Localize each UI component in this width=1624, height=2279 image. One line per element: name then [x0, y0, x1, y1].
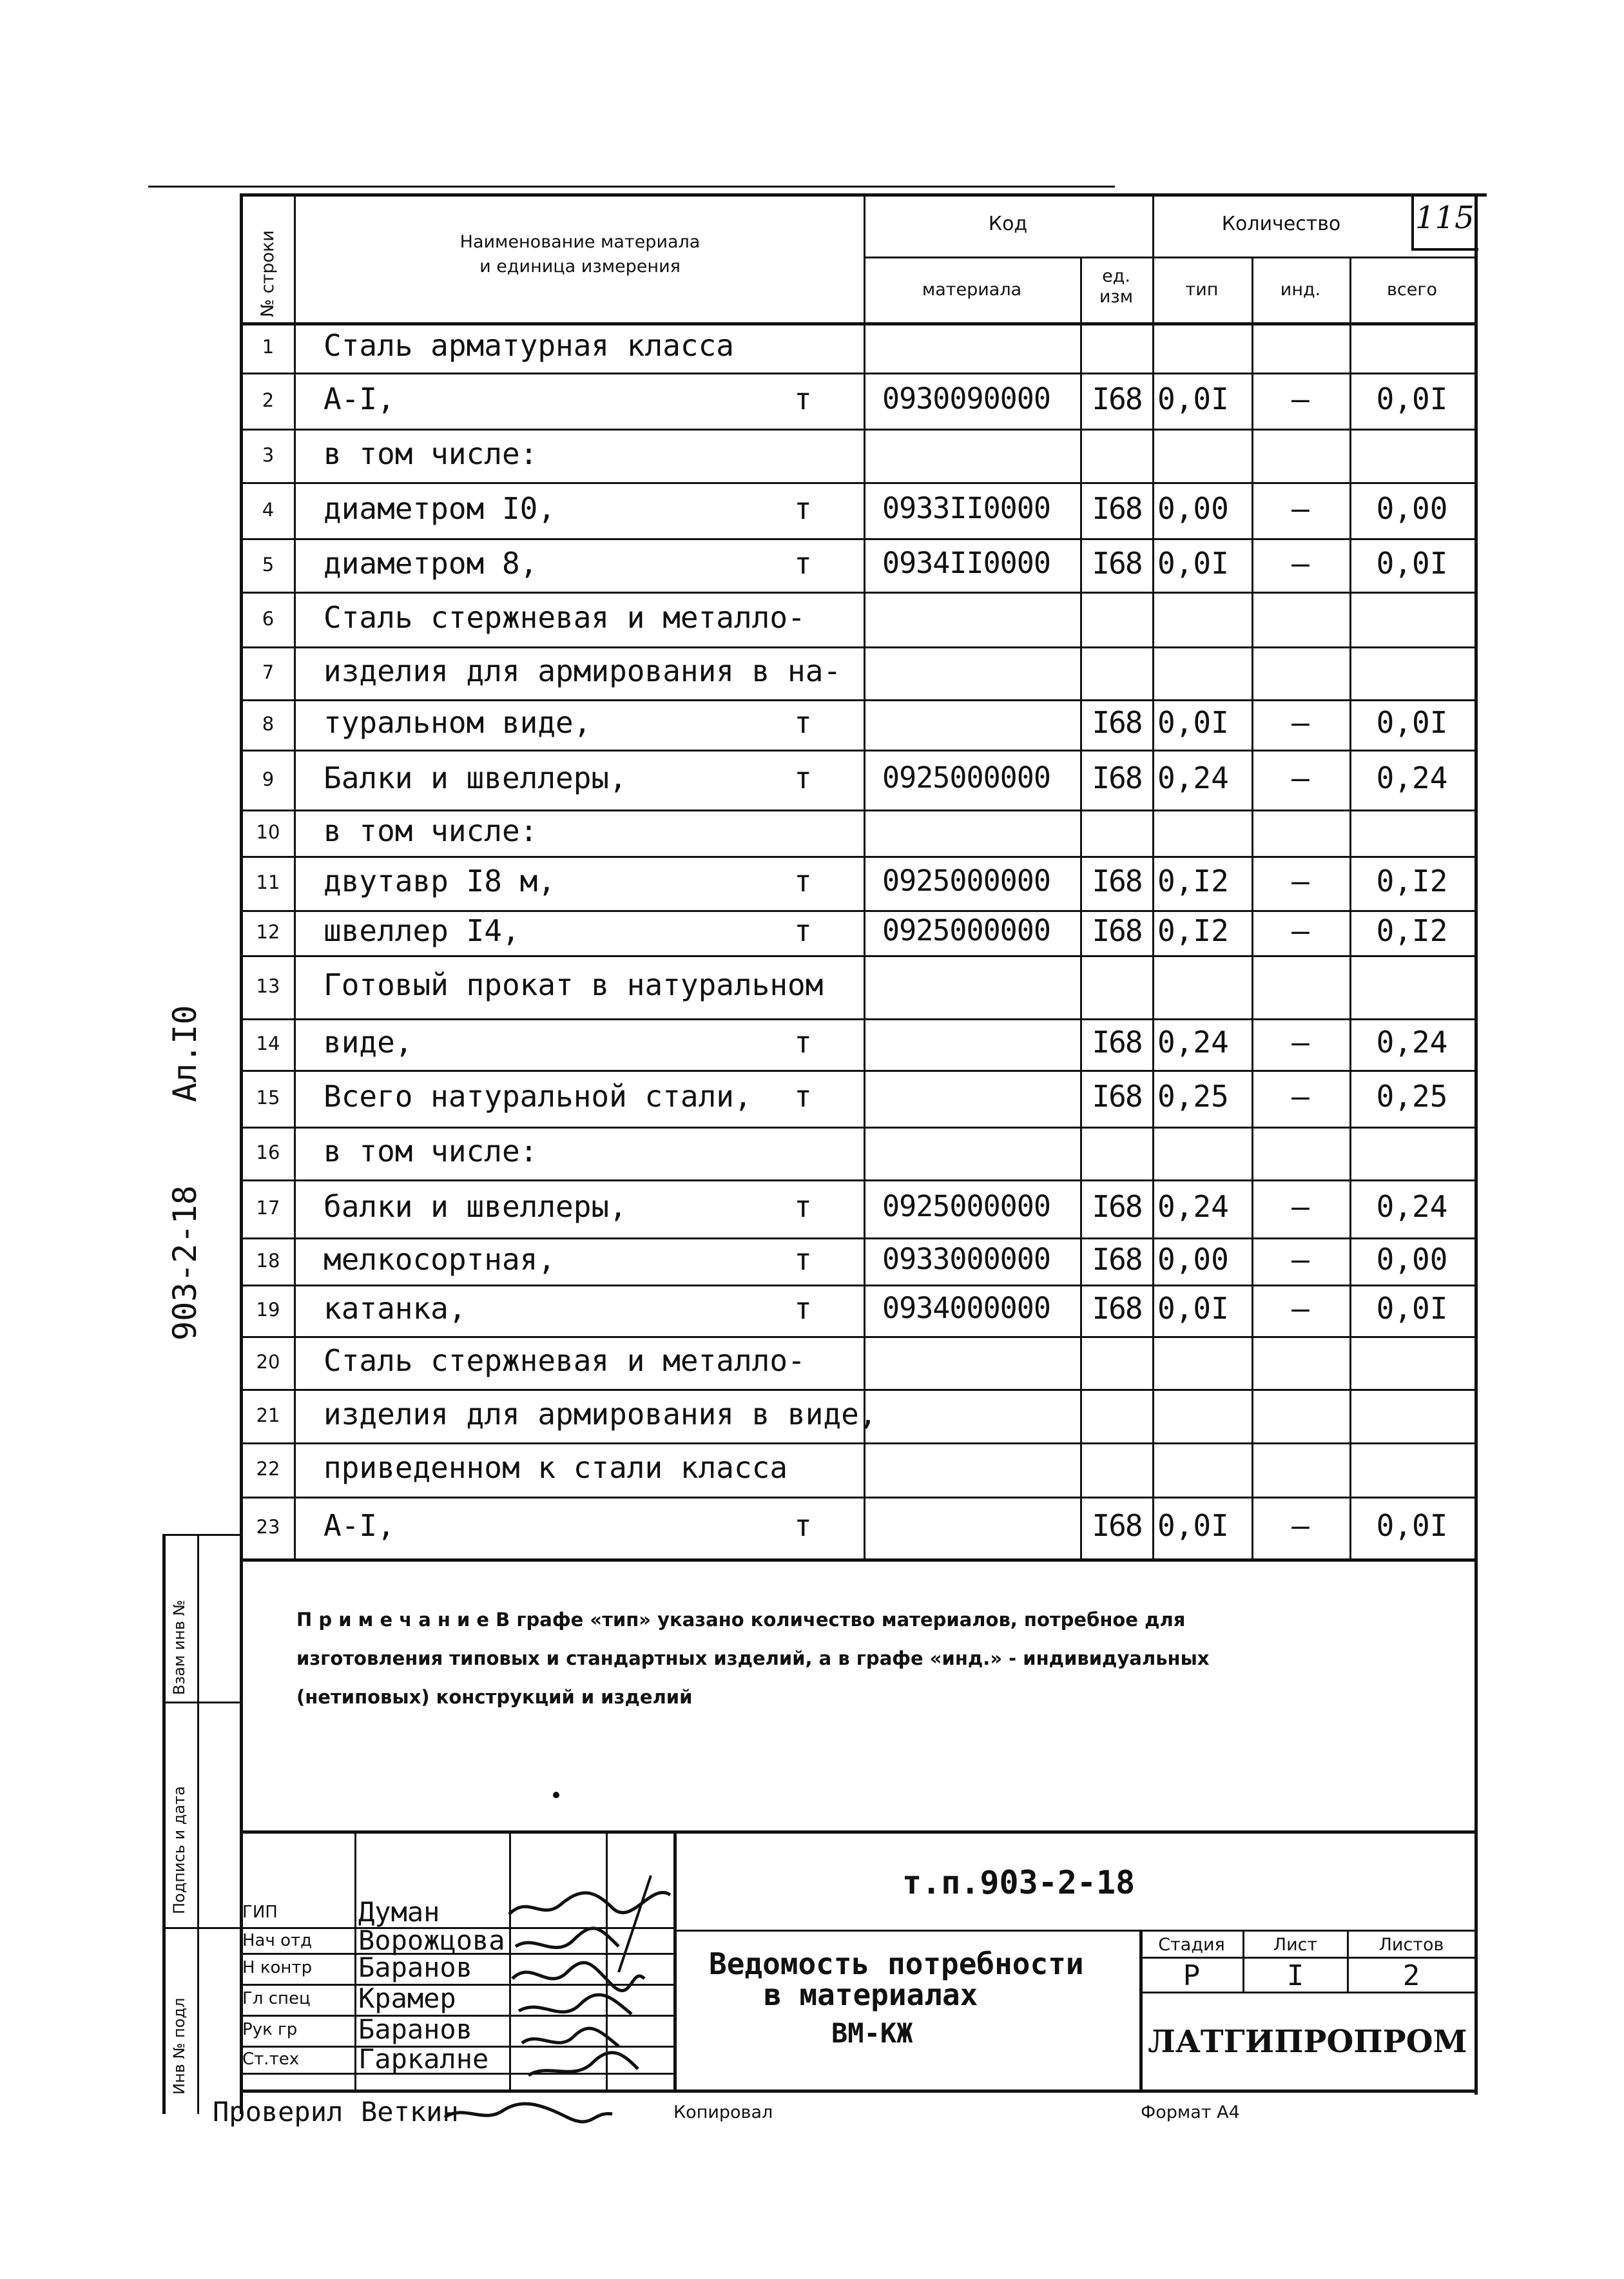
- row-qty-ind: –: [1291, 1291, 1310, 1326]
- margin-stamp-line-2: [162, 1927, 241, 1929]
- row-divider: [240, 750, 1477, 752]
- format-label: Формат А4: [1141, 2102, 1240, 2122]
- header-code: Код: [988, 213, 1028, 235]
- row-unit-code: I68: [1092, 1079, 1142, 1114]
- staff-name: Баранов: [358, 1952, 473, 1983]
- row-qty-total: 0,25: [1376, 1079, 1448, 1114]
- row-divider: [240, 910, 1477, 912]
- title-col-role: [354, 1830, 356, 2091]
- row-unit: т: [794, 1189, 812, 1224]
- row-unit-code: I68: [1092, 864, 1142, 898]
- margin-stamp-divider: [197, 1534, 199, 2114]
- header-quantity: Количество: [1221, 213, 1341, 235]
- row-qty-total: 0,0I: [1376, 545, 1448, 581]
- row-name: в том числе:: [324, 813, 538, 848]
- row-name: балки и швеллеры,: [324, 1189, 627, 1224]
- row-qty-type: 0,0I: [1157, 1508, 1229, 1543]
- row-number: 19: [256, 1299, 280, 1321]
- row-unit-code: I68: [1092, 490, 1142, 526]
- row-unit: т: [794, 705, 812, 740]
- header-subdivider: [864, 257, 1476, 258]
- title-project-divider: [673, 1930, 1476, 1932]
- row-number: 13: [256, 975, 280, 997]
- staff-name: Ворожцова: [358, 1925, 505, 1956]
- row-qty-type: 0,25: [1157, 1079, 1229, 1114]
- row-unit: т: [794, 1291, 812, 1326]
- margin-stamp-sign-date: Подпись и дата: [170, 1786, 188, 1914]
- row-number: 5: [262, 553, 275, 576]
- title-line-1: Ведомость потребности: [709, 1946, 1084, 1981]
- row-number: 20: [256, 1351, 280, 1373]
- header-name-line1: Наименование материала: [459, 232, 701, 252]
- row-unit-code: I68: [1092, 913, 1142, 948]
- sheet-value: I: [1286, 1959, 1304, 1992]
- row-qty-ind: –: [1291, 1189, 1310, 1224]
- row-name: в том числе:: [324, 1134, 538, 1169]
- row-unit-code: I68: [1092, 1291, 1142, 1326]
- row-qty-ind: –: [1291, 705, 1310, 740]
- signatures-scribble: [503, 1869, 696, 2095]
- row-qty-ind: –: [1291, 760, 1310, 795]
- row-unit: т: [794, 1079, 812, 1114]
- row-qty-total: 0,00: [1376, 490, 1448, 526]
- row-name: диаметром 8,: [324, 545, 538, 581]
- row-unit: т: [794, 760, 812, 795]
- row-name: изделия для армирования в виде,: [324, 1396, 877, 1431]
- row-divider: [240, 482, 1477, 484]
- header-code-unit-1: ед.: [1102, 266, 1130, 286]
- row-name: туральном виде,: [324, 705, 592, 740]
- row-number: 8: [262, 713, 275, 735]
- row-qty-total: 0,0I: [1376, 1508, 1448, 1543]
- row-material-code: 0933II0000: [882, 490, 1050, 525]
- row-number: 7: [262, 661, 275, 683]
- row-qty-total: 0,24: [1376, 1189, 1448, 1224]
- row-divider: [240, 1070, 1477, 1072]
- row-number: 4: [262, 498, 275, 521]
- staff-role: Рук гр: [242, 2020, 298, 2039]
- row-qty-total: 0,0I: [1376, 705, 1448, 740]
- row-qty-total: 0,24: [1376, 1025, 1448, 1060]
- staff-role: ГИП: [242, 1903, 278, 1922]
- row-number: 17: [256, 1197, 280, 1219]
- row-name: мелкосортная,: [324, 1241, 556, 1277]
- row-unit-code: I68: [1092, 705, 1142, 740]
- row-qty-type: 0,24: [1157, 1189, 1229, 1224]
- row-unit-code: I68: [1092, 381, 1142, 416]
- row-unit-code: I68: [1092, 760, 1142, 795]
- row-qty-total: 0,0I: [1376, 1291, 1448, 1326]
- row-name: в том числе:: [324, 436, 538, 471]
- row-number: 2: [262, 389, 275, 411]
- header-qty-ind: инд.: [1280, 280, 1321, 300]
- row-divider: [240, 1237, 1477, 1239]
- row-qty-type: 0,0I: [1157, 381, 1229, 416]
- staff-role: Н контр: [242, 1958, 313, 1977]
- row-name: Сталь стержневая и металло-: [324, 599, 806, 635]
- row-unit: т: [794, 1508, 812, 1543]
- row-material-code: 0930090000: [882, 381, 1050, 416]
- row-divider: [240, 955, 1477, 957]
- staff-name: Гаркалне: [358, 2043, 489, 2075]
- row-qty-type: 0,0I: [1157, 1291, 1229, 1326]
- row-unit: т: [794, 1025, 812, 1060]
- row-name: виде,: [324, 1025, 413, 1060]
- row-material-code: 0934000000: [882, 1291, 1050, 1325]
- row-number: 6: [262, 607, 275, 630]
- row-name: катанка,: [324, 1291, 467, 1326]
- checked-name: Веткин: [361, 2096, 459, 2128]
- table-bottom-border: [240, 1558, 1477, 1562]
- row-divider: [240, 373, 1477, 374]
- note-line-2: изготовления типовых и стандартных изделий, а в графе «инд.» - индивидуальных: [296, 1647, 1210, 1669]
- row-divider: [240, 1497, 1477, 1498]
- row-name: Балки и швеллеры,: [324, 760, 627, 795]
- document-mark: ВМ-КЖ: [831, 2017, 913, 2049]
- row-divider: [240, 1389, 1477, 1391]
- header-qty-total: всего: [1386, 280, 1438, 300]
- row-divider: [240, 1127, 1477, 1129]
- row-qty-total: 0,0I: [1376, 381, 1448, 416]
- stage-header-line: [1139, 1957, 1474, 1959]
- row-divider: [240, 1285, 1477, 1286]
- row-number: 10: [256, 821, 280, 843]
- row-qty-type: 0,00: [1157, 490, 1229, 526]
- margin-stamp-left: [162, 1534, 166, 2114]
- staff-name: Крамер: [358, 1983, 456, 2014]
- row-name: изделия для армирования в на-: [324, 654, 842, 688]
- row-divider: [240, 429, 1477, 431]
- checker-signature: [438, 2098, 619, 2130]
- margin-stamp-top: [162, 1534, 241, 1536]
- row-unit: т: [794, 1241, 812, 1277]
- row-qty-ind: –: [1291, 1025, 1310, 1060]
- row-name: Сталь арматурная класса: [324, 328, 734, 363]
- page-number: 115: [1415, 200, 1474, 236]
- row-name: Готовый прокат в натуральном: [324, 967, 824, 1002]
- row-material-code: 0934II0000: [882, 545, 1050, 580]
- row-qty-ind: –: [1291, 1079, 1310, 1114]
- row-material-code: 0933000000: [882, 1241, 1050, 1276]
- row-qty-total: 0,I2: [1376, 864, 1448, 898]
- row-divider: [240, 646, 1477, 648]
- frame-right-border: [1474, 193, 1478, 2095]
- row-unit: т: [794, 864, 812, 898]
- sheets-value: 2: [1402, 1959, 1420, 1992]
- margin-stamp-line-1: [162, 1702, 241, 1703]
- note-line-1: П р и м е ч а н и е В графе «тип» указано количество материалов, потребное для: [296, 1609, 1186, 1631]
- row-qty-ind: –: [1291, 381, 1310, 416]
- row-divider: [240, 592, 1477, 594]
- row-qty-ind: –: [1291, 1241, 1310, 1277]
- row-qty-type: 0,0I: [1157, 705, 1229, 740]
- ink-dot: [553, 1792, 559, 1798]
- staff-name: Думан: [358, 1896, 440, 1928]
- row-unit-code: I68: [1092, 545, 1142, 581]
- row-unit-code: I68: [1092, 1241, 1142, 1277]
- row-name: диаметром I0,: [324, 490, 556, 526]
- margin-stamp-inv-podl: Инв № подл: [170, 1997, 188, 2095]
- top-margin-line: [148, 186, 1115, 188]
- row-qty-ind: –: [1291, 545, 1310, 581]
- header-row-number: № строки: [258, 230, 278, 317]
- row-number: 22: [256, 1458, 280, 1480]
- row-unit-code: I68: [1092, 1189, 1142, 1224]
- row-qty-type: 0,24: [1157, 1025, 1229, 1060]
- col-divider-rownum: [294, 193, 296, 1560]
- sheets-label: Листов: [1378, 1935, 1444, 1955]
- row-number: 15: [256, 1087, 280, 1109]
- staff-name: Баранов: [358, 2013, 473, 2045]
- project-number: т.п.903-2-18: [902, 1864, 1136, 1901]
- row-name: А-I,: [324, 1508, 395, 1543]
- row-unit-code: I68: [1092, 1025, 1142, 1060]
- organization-name: ЛАТГИПРОПРОМ: [1148, 2024, 1467, 2060]
- row-name: двутавр I8 м,: [324, 864, 556, 898]
- row-number: 14: [256, 1033, 280, 1054]
- row-name: Всего натуральной стали,: [324, 1079, 752, 1114]
- col-divider-type: [1252, 258, 1253, 1560]
- checked-label: Проверил: [213, 2096, 343, 2128]
- header-bottom-border: [240, 322, 1477, 325]
- row-qty-total: 0,00: [1376, 1241, 1448, 1277]
- row-divider: [240, 1336, 1477, 1338]
- row-divider: [240, 1018, 1477, 1020]
- title-line-2: в материалах: [764, 1977, 978, 2012]
- row-name: Сталь стержневая и металло-: [324, 1343, 806, 1378]
- row-number: 1: [262, 336, 275, 358]
- staff-role: Ст.тех: [242, 2050, 300, 2069]
- row-qty-type: 0,I2: [1157, 913, 1229, 948]
- row-name: А-I,: [324, 381, 395, 416]
- title-block-top: [240, 1830, 1477, 1834]
- row-unit: т: [794, 545, 812, 581]
- row-qty-type: 0,0I: [1157, 545, 1229, 581]
- row-qty-ind: –: [1291, 1508, 1310, 1543]
- margin-sheet-label: Ал.I0: [166, 1005, 204, 1102]
- row-number: 16: [256, 1141, 280, 1163]
- row-divider: [240, 856, 1477, 858]
- row-number: 9: [262, 768, 275, 790]
- row-number: 12: [256, 921, 280, 943]
- stage-label: Стадия: [1158, 1935, 1225, 1955]
- row-name: швеллер I4,: [324, 913, 520, 948]
- row-material-code: 0925000000: [882, 1189, 1050, 1223]
- row-number: 21: [256, 1404, 280, 1426]
- stage-value: Р: [1183, 1959, 1201, 1992]
- row-qty-total: 0,I2: [1376, 913, 1448, 948]
- row-number: 11: [256, 871, 280, 893]
- header-code-material: материала: [922, 280, 1022, 300]
- staff-role: Гл спец: [242, 1989, 311, 2008]
- margin-doc-number: 903-2-18: [166, 1185, 204, 1341]
- header-code-unit-2: изм: [1099, 287, 1134, 307]
- row-material-code: 0925000000: [882, 760, 1050, 795]
- row-material-code: 0925000000: [882, 864, 1050, 898]
- row-name: приведенном к стали класса: [324, 1450, 788, 1485]
- row-divider: [240, 1442, 1477, 1444]
- note-line-3: (нетиповых) конструкций и изделий: [296, 1686, 693, 1708]
- header-qty-type: тип: [1185, 280, 1219, 300]
- margin-stamp-vzam: Взам инв №: [170, 1600, 188, 1695]
- row-unit: т: [794, 913, 812, 948]
- row-qty-ind: –: [1291, 913, 1310, 948]
- row-divider: [240, 699, 1477, 701]
- row-unit-code: I68: [1092, 1508, 1142, 1543]
- row-material-code: 0925000000: [882, 913, 1050, 947]
- header-name-line2: и единица измерения: [479, 257, 681, 276]
- row-number: 18: [256, 1249, 280, 1272]
- col-divider-code: [1080, 258, 1082, 1560]
- row-divider: [240, 810, 1477, 811]
- row-qty-type: 0,00: [1157, 1241, 1229, 1277]
- row-qty-type: 0,24: [1157, 760, 1229, 795]
- row-number: 3: [262, 443, 275, 466]
- row-qty-total: 0,24: [1376, 760, 1448, 795]
- col-divider-ind: [1349, 258, 1351, 1560]
- sheet-label: Лист: [1273, 1935, 1318, 1955]
- staff-role: Нач отд: [242, 1931, 313, 1950]
- row-qty-type: 0,I2: [1157, 864, 1229, 898]
- row-unit: т: [794, 490, 812, 526]
- row-divider: [240, 538, 1477, 540]
- copied-label: Копировал: [673, 2102, 773, 2122]
- row-qty-ind: –: [1291, 490, 1310, 526]
- row-unit: т: [794, 381, 812, 416]
- row-qty-ind: –: [1291, 864, 1310, 898]
- title-block-bottom: [240, 2090, 1477, 2093]
- row-divider: [240, 1179, 1477, 1181]
- row-number: 23: [256, 1516, 280, 1538]
